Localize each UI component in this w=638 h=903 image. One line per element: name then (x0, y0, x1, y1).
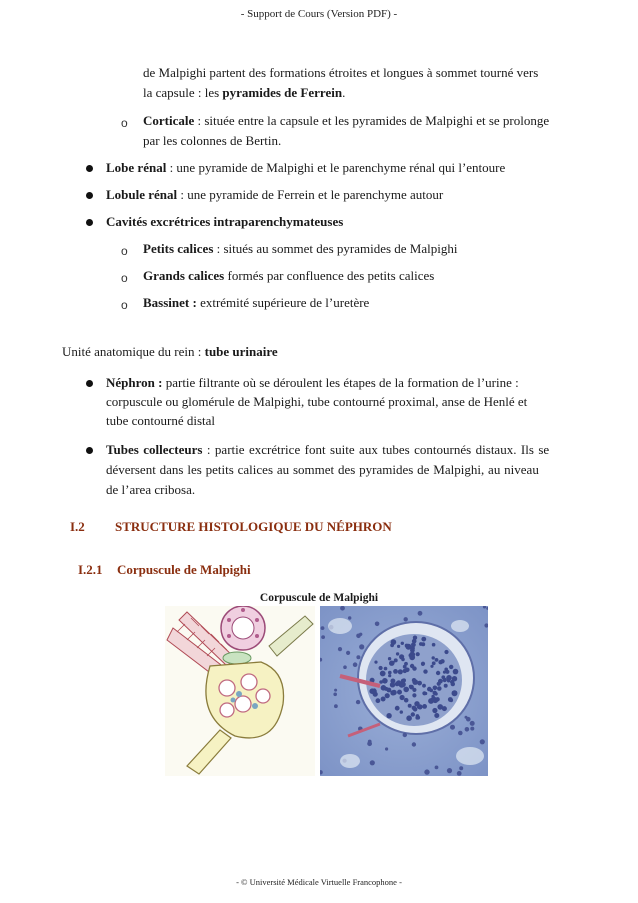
page-header: - Support de Cours (Version PDF) - (240, 8, 398, 20)
bassinet-term: Bassinet : (143, 295, 197, 310)
unite-term: tube urinaire (204, 344, 278, 359)
intro-end: . (342, 85, 346, 100)
tubes-line-3: de l’area cribosa. (106, 482, 196, 497)
subsection-number: I.2.1 (78, 562, 103, 577)
unite-line (62, 342, 278, 362)
tubes-text: : partie excrétrice font suite aux tubes contournés distaux. Ils se (202, 442, 550, 457)
corpuscle-schematic-drawing (165, 606, 315, 776)
nephron-text: partie filtrante où se déroulent les étapes de la formation de l’urine : (162, 375, 519, 390)
intro-term: pyramides de Ferrein (222, 85, 343, 100)
section-number: I.2 (70, 519, 85, 534)
bassinet-text: extrémité supérieure de l’uretère (196, 295, 370, 310)
bullet-dot (86, 219, 93, 226)
petits-text: : situés au sommet des pyramides de Malpighi (213, 241, 458, 256)
nephron-line-1 (106, 373, 519, 393)
corticale-term: Corticale (143, 113, 195, 128)
lobe-text: : une pyramide de Malpighi et le parenchyme rénal qui l’entoure (166, 160, 506, 175)
lobe-item (106, 158, 505, 178)
section-title: STRUCTURE HISTOLOGIQUE DU NÉPHRON (115, 519, 392, 534)
bassinet-item (143, 293, 369, 313)
bullet-dot (86, 192, 93, 199)
grands-term: Grands calices (143, 268, 225, 283)
intro-text: la capsule : les (143, 85, 223, 100)
lobule-item (106, 185, 443, 205)
corpuscle-micrograph-image (320, 606, 488, 776)
circle-bullet: o (121, 116, 128, 130)
circle-bullet: o (121, 298, 128, 312)
figure-title: Corpuscule de Malpighi (259, 592, 379, 604)
intro-line-2 (143, 83, 345, 103)
unite-text: Unité anatomique du rein : (62, 344, 205, 359)
tubes-line-2: déversent dans les petits calices au sommet des pyramides de Malpighi, au niveau (106, 462, 539, 477)
nephron-term: Néphron : (106, 375, 163, 390)
grands-text: formés par confluence des petits calices (224, 268, 435, 283)
bullet-dot (86, 165, 93, 172)
corticale-text: : située entre la capsule et les pyramides de Malpighi et se prolonge (194, 113, 550, 128)
circle-bullet: o (121, 244, 128, 258)
page-footer: - © Université Médicale Virtuelle Francophone - (236, 877, 402, 887)
lobe-term: Lobe rénal (106, 160, 167, 175)
circle-bullet: o (121, 271, 128, 285)
subsection-title: Corpuscule de Malpighi (117, 562, 251, 577)
tubes-term: Tubes collecteurs (106, 442, 203, 457)
tubes-line-1 (106, 440, 588, 460)
bullet-dot (86, 447, 93, 454)
lobule-text: : une pyramide de Ferrein et le parenchyme autour (177, 187, 444, 202)
petits-calices-item (143, 239, 457, 259)
petits-term: Petits calices (143, 241, 214, 256)
lobule-term: Lobule rénal (106, 187, 178, 202)
bullet-dot (86, 380, 93, 387)
nephron-line-3: tube contourné distal (106, 413, 216, 428)
corticale-line-2: par les colonnes de Bertin. (143, 133, 282, 148)
cavites-item: Cavités excrétrices intraparenchymateuses (106, 214, 344, 229)
corticale-line-1 (143, 111, 549, 131)
grands-calices-item (143, 266, 434, 286)
nephron-line-2: corpuscule ou glomérule de Malpighi, tube contourné proximal, anse de Henlé et (106, 394, 528, 409)
intro-line-1: de Malpighi partent des formations étroites et longues à sommet tourné vers (143, 65, 539, 80)
